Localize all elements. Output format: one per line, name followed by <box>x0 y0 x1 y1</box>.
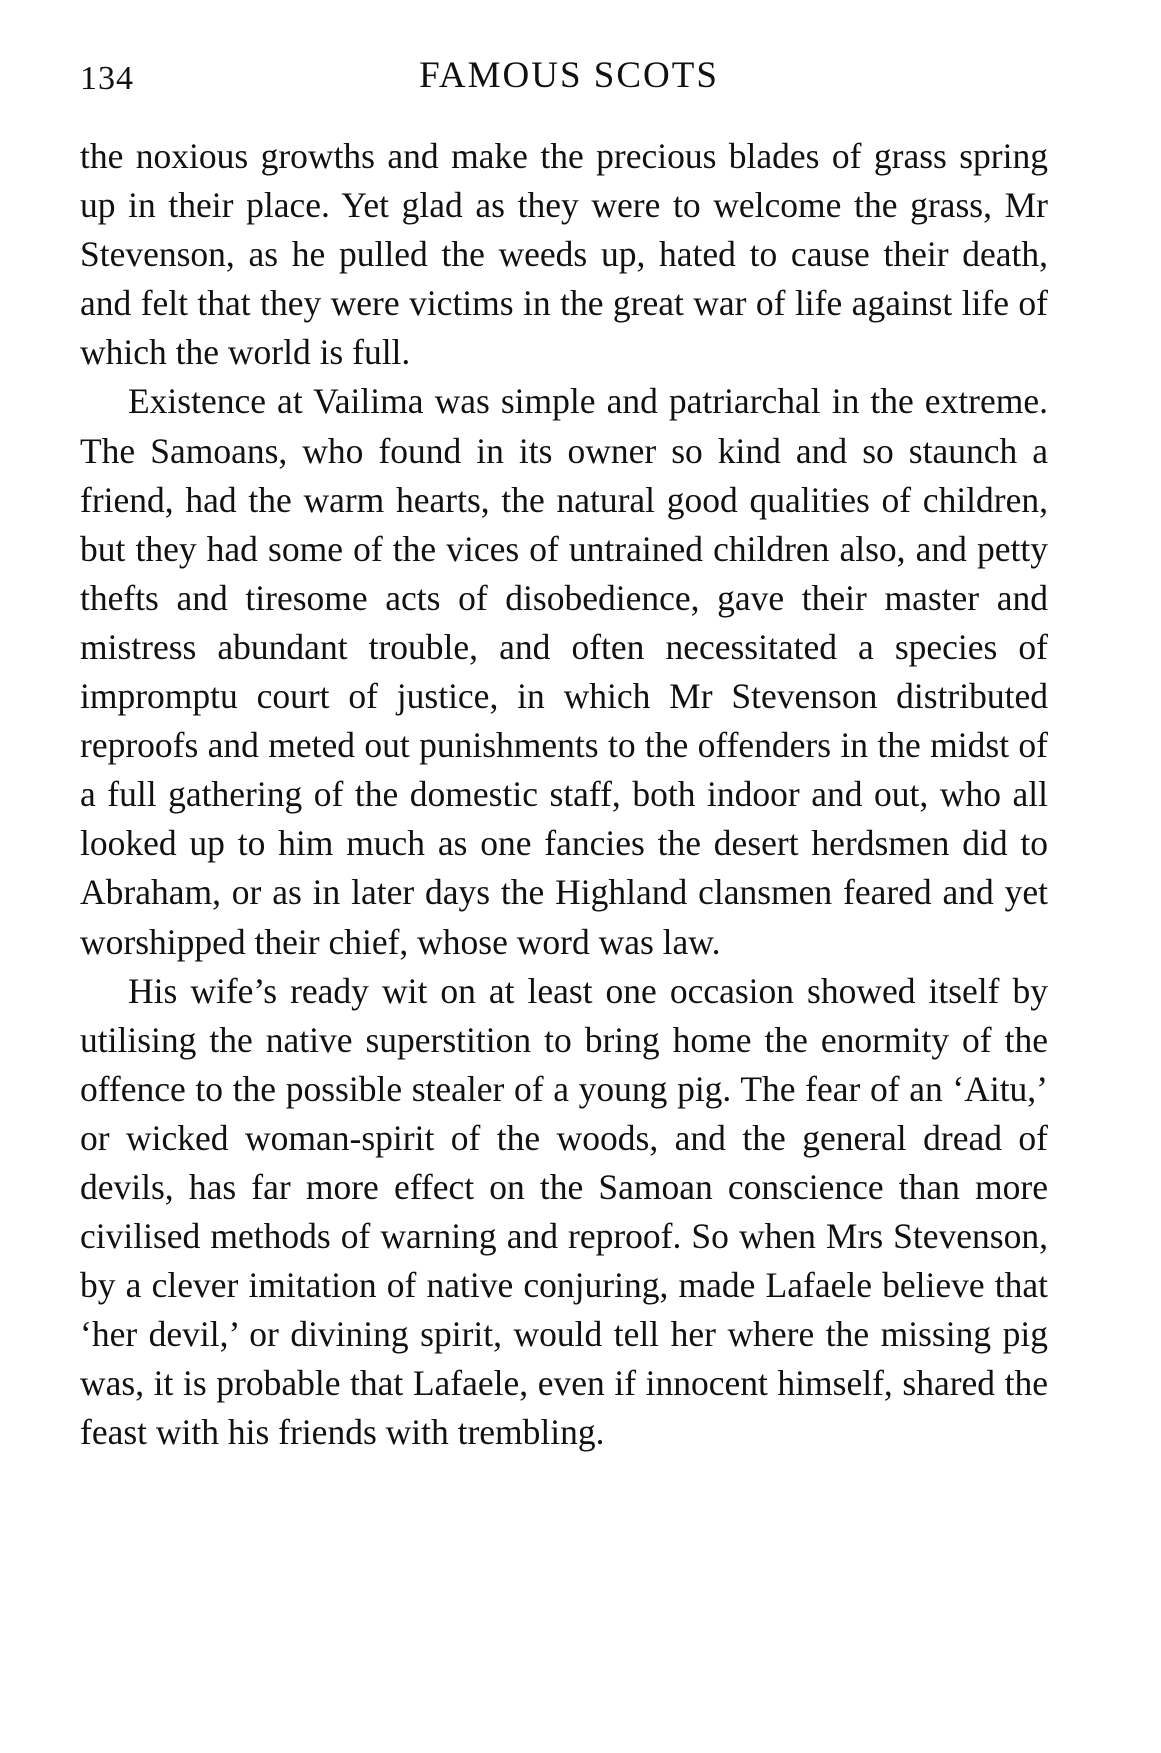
paragraph-2: Existence at Vailima was simple and patriarchal in the extreme. The Samoans, who found in its owner so kind and so staunch a friend, had the warm hearts, the natural good qualities of children, but they had some of the vices of untrained children also, and petty thefts and tiresome acts of disobedience, gave their master and mistress abundant trouble, and often necessitated a species of impromptu court of justice, in which Mr Stevenson distributed reproofs and meted out punishments to the offenders in the midst of a full gathering of the domestic staff, both indoor and out, who all looked up to him much as one fancies the desert herdsmen did to Abraham, or as in later days the Highland clansmen feared and yet worshipped their chief, whose word was law. <box>80 381 1048 962</box>
page-number: 134 <box>80 60 134 97</box>
body-text <box>80 132 1048 1458</box>
running-head <box>80 52 1048 112</box>
paragraph-3: His wife’s ready wit on at least one occasion showed itself by utilising the native superstition to bring home the enormity of the offence to the possible stealer of a young pig. The fear of an ‘Aitu,’ or wicked woman-spirit of the woods, and the general dread of devils, has far more effect on the Samoan conscience than more civilised methods of warning and reproof. So when Mrs Stevenson, by a clever imitation of native conjuring, made Lafaele believe that ‘her devil,’ or divining spirit, would tell her where the missing pig was, it is probable that Lafaele, even if innocent himself, shared the feast with his friends with trembling. <box>80 970 1048 1453</box>
book-title: FAMOUS SCOTS <box>419 55 719 96</box>
paragraph-1: the noxious growths and make the precious blades of grass spring up in their place. Yet glad as they were to welcome the grass, Mr Stevenson, as he pulled the weeds up, hated to cause their death, and felt that they were victims in the great war of life against life of which the world is full. <box>80 136 1048 373</box>
